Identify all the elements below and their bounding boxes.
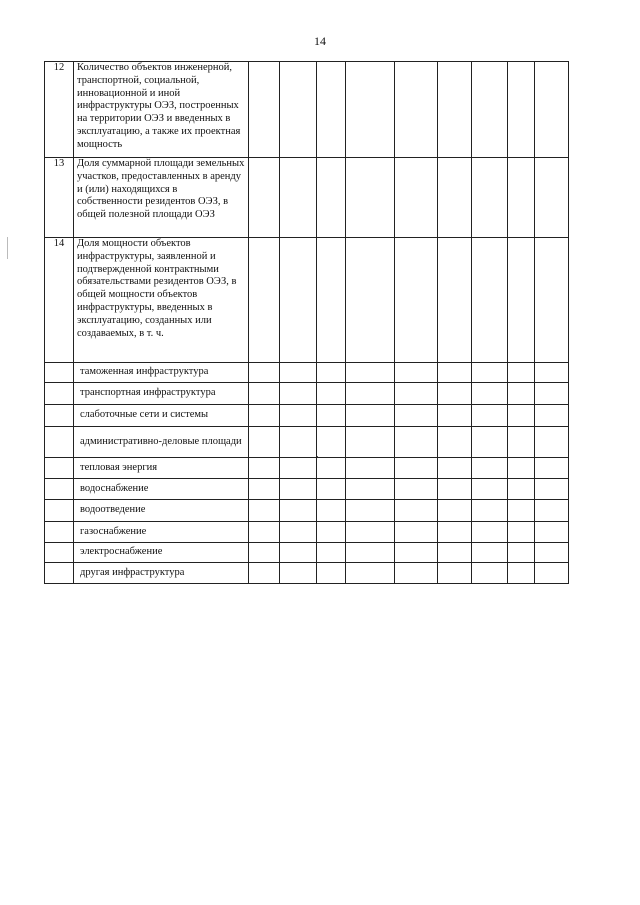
table-cell xyxy=(535,543,569,563)
row-number xyxy=(45,383,74,405)
table-cell xyxy=(535,563,569,584)
table-cell xyxy=(249,383,280,405)
table-cell xyxy=(535,62,569,158)
table-cell xyxy=(395,479,438,500)
table-cell xyxy=(438,458,472,479)
table-cell xyxy=(346,427,395,458)
table-cell xyxy=(438,238,472,363)
row-label: электроснабжение xyxy=(74,543,249,563)
table-cell xyxy=(280,158,317,238)
table-cell xyxy=(317,522,346,543)
table-cell xyxy=(535,363,569,383)
table-row xyxy=(45,479,569,500)
row-number: 13 xyxy=(45,158,74,238)
table-cell xyxy=(280,458,317,479)
table-row xyxy=(45,158,569,238)
table-cell xyxy=(535,522,569,543)
table-cell xyxy=(395,383,438,405)
row-number xyxy=(45,522,74,543)
table-row xyxy=(45,62,569,158)
table-cell xyxy=(472,405,508,427)
table-cell xyxy=(249,458,280,479)
row-number: 14 xyxy=(45,238,74,363)
table-row xyxy=(45,405,569,427)
row-label: таможенная инфраструктура xyxy=(74,363,249,383)
table-cell xyxy=(346,500,395,522)
table-cell xyxy=(535,238,569,363)
table-cell xyxy=(249,238,280,363)
table-cell xyxy=(280,479,317,500)
table-cell xyxy=(317,563,346,584)
table-cell xyxy=(280,563,317,584)
table-cell xyxy=(472,563,508,584)
table-row xyxy=(45,563,569,584)
table-cell xyxy=(346,522,395,543)
table-cell xyxy=(472,427,508,458)
row-label: водоснабжение xyxy=(74,479,249,500)
table-cell xyxy=(346,238,395,363)
table-cell xyxy=(472,522,508,543)
table-row xyxy=(45,522,569,543)
table-cell xyxy=(535,405,569,427)
table-cell xyxy=(438,363,472,383)
table-cell xyxy=(472,158,508,238)
table-cell xyxy=(395,500,438,522)
table-cell xyxy=(438,62,472,158)
table-cell xyxy=(535,458,569,479)
table-cell xyxy=(508,500,535,522)
table-cell xyxy=(346,363,395,383)
table-cell xyxy=(508,158,535,238)
table-cell xyxy=(249,405,280,427)
table-cell xyxy=(317,238,346,363)
table-row xyxy=(45,500,569,522)
row-label: Количество объектов инженерной, транспортной, социальной, инновационной и иной инфраструктуры ОЭЗ, построенных на территории ОЭЗ и введенных в эксплуатацию, а также их проектная мощность xyxy=(74,62,249,158)
row-number xyxy=(45,500,74,522)
row-number xyxy=(45,405,74,427)
table-cell xyxy=(280,522,317,543)
table-cell xyxy=(438,522,472,543)
table-cell xyxy=(317,383,346,405)
table-cell xyxy=(438,405,472,427)
indicators-table xyxy=(44,61,569,584)
table-cell xyxy=(508,427,535,458)
table-cell xyxy=(508,458,535,479)
table-cell xyxy=(249,363,280,383)
table-row xyxy=(45,363,569,383)
table-cell xyxy=(280,62,317,158)
table-cell xyxy=(472,458,508,479)
table-cell xyxy=(395,522,438,543)
table-row xyxy=(45,543,569,563)
table-cell xyxy=(395,62,438,158)
table-cell xyxy=(472,383,508,405)
row-number xyxy=(45,363,74,383)
table-cell xyxy=(535,158,569,238)
table-cell xyxy=(395,238,438,363)
table-cell xyxy=(508,363,535,383)
table-cell xyxy=(249,543,280,563)
table-cell xyxy=(346,563,395,584)
page-number: 14 xyxy=(314,34,326,48)
table-cell xyxy=(438,479,472,500)
table-cell xyxy=(395,427,438,458)
table-cell xyxy=(280,383,317,405)
table-cell xyxy=(535,383,569,405)
table-cell xyxy=(508,479,535,500)
table-cell xyxy=(508,405,535,427)
table-cell xyxy=(508,522,535,543)
table-cell xyxy=(508,563,535,584)
table-cell xyxy=(395,405,438,427)
table-cell xyxy=(249,500,280,522)
table-cell xyxy=(472,363,508,383)
row-number: 12 xyxy=(45,62,74,158)
table-row xyxy=(45,458,569,479)
table-cell xyxy=(472,62,508,158)
table-cell xyxy=(395,458,438,479)
table-row xyxy=(45,238,569,363)
scan-mark xyxy=(7,237,8,259)
row-label: транспортная инфраструктура xyxy=(74,383,249,405)
table-cell xyxy=(438,427,472,458)
table-cell xyxy=(438,563,472,584)
row-label: другая инфраструктура xyxy=(74,563,249,584)
table-cell xyxy=(317,405,346,427)
table-cell xyxy=(346,543,395,563)
table-cell xyxy=(317,479,346,500)
table-cell xyxy=(508,383,535,405)
table-cell xyxy=(438,543,472,563)
table-row xyxy=(45,383,569,405)
row-number xyxy=(45,479,74,500)
table-cell xyxy=(346,62,395,158)
table-cell xyxy=(535,427,569,458)
row-label: тепловая энергия xyxy=(74,458,249,479)
table-cell xyxy=(346,479,395,500)
table-cell xyxy=(249,563,280,584)
row-label: Доля мощности объектов инфраструктуры, заявленной и подтвержденной контрактными обязательствами резидентов ОЭЗ, в общей мощности объектов инфраструктуры, введенных в эксплуатацию, созданных или создаваемых, в т. ч. xyxy=(74,238,249,363)
table-cell xyxy=(395,158,438,238)
table-cell xyxy=(249,158,280,238)
row-number xyxy=(45,543,74,563)
table-cell xyxy=(472,500,508,522)
row-label: Доля суммарной площади земельных участков, предоставленных в аренду и (или) находящихся в собственности резидентов ОЭЗ, в общей полезной площади ОЭЗ xyxy=(74,158,249,238)
table-cell xyxy=(346,405,395,427)
table-cell xyxy=(317,158,346,238)
table-cell xyxy=(280,543,317,563)
table-cell xyxy=(535,479,569,500)
table-cell xyxy=(438,383,472,405)
table-cell xyxy=(317,427,346,458)
row-number xyxy=(45,427,74,458)
table-cell xyxy=(280,427,317,458)
table-cell xyxy=(346,458,395,479)
table-cell xyxy=(346,158,395,238)
table-cell xyxy=(438,500,472,522)
table-cell xyxy=(472,238,508,363)
row-number xyxy=(45,563,74,584)
table-cell xyxy=(249,479,280,500)
row-label: административно-деловые площади xyxy=(74,427,249,458)
table-cell xyxy=(249,522,280,543)
table-cell xyxy=(346,383,395,405)
row-label: слаботочные сети и системы xyxy=(74,405,249,427)
table-cell xyxy=(317,543,346,563)
table-cell xyxy=(317,62,346,158)
table-cell xyxy=(317,458,346,479)
table-cell xyxy=(472,479,508,500)
table-cell xyxy=(249,62,280,158)
table-cell xyxy=(535,500,569,522)
table-cell xyxy=(280,238,317,363)
table-cell xyxy=(395,363,438,383)
table-cell xyxy=(508,543,535,563)
row-number xyxy=(45,458,74,479)
table-cell xyxy=(508,238,535,363)
table-cell xyxy=(317,363,346,383)
table-cell xyxy=(508,62,535,158)
table-cell xyxy=(249,427,280,458)
table-cell xyxy=(395,563,438,584)
table-cell xyxy=(317,500,346,522)
table-cell xyxy=(472,543,508,563)
row-label: газоснабжение xyxy=(74,522,249,543)
table-cell xyxy=(438,158,472,238)
row-label: водоотведение xyxy=(74,500,249,522)
table-cell xyxy=(280,500,317,522)
table-row xyxy=(45,427,569,458)
table-cell xyxy=(395,543,438,563)
table-cell xyxy=(280,405,317,427)
table-cell xyxy=(280,363,317,383)
